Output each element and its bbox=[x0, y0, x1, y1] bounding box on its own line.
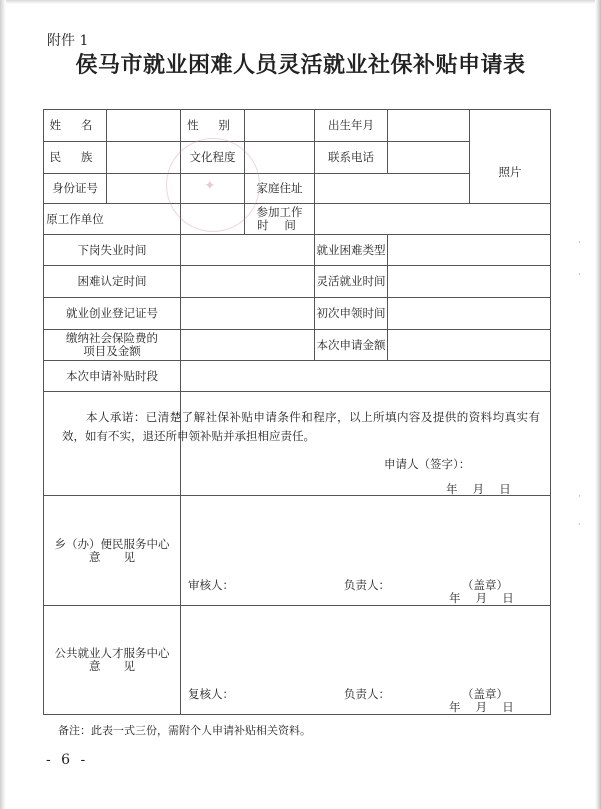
registration-field[interactable] bbox=[181, 298, 314, 329]
town-date: 年 月 日 bbox=[449, 591, 514, 605]
current-amount-label: 本次申请金额 bbox=[316, 337, 386, 352]
subsidy-period-field[interactable] bbox=[181, 361, 550, 391]
birth-label: 出生年月 bbox=[328, 118, 374, 132]
public-responsible-label[interactable]: 负责人： bbox=[344, 687, 390, 701]
flexible-date-field[interactable] bbox=[388, 266, 550, 297]
first-claim-field[interactable] bbox=[388, 298, 550, 329]
insurance-label-line2: 项目及金额 bbox=[83, 344, 141, 358]
address-field[interactable] bbox=[315, 174, 469, 203]
layoff-field[interactable] bbox=[181, 235, 314, 265]
public-date: 年 月 日 bbox=[449, 700, 514, 714]
insurance-label bbox=[44, 330, 180, 360]
work-start-field[interactable] bbox=[315, 204, 550, 234]
margin-mark: · bbox=[578, 492, 581, 502]
former-unit-label: 原工作单位 bbox=[46, 211, 104, 226]
birth-field[interactable] bbox=[388, 110, 469, 141]
town-seal-label: （盖章） bbox=[462, 578, 508, 592]
photo-box[interactable]: 照片 bbox=[498, 164, 522, 179]
difficulty-date-label: 困难认定时间 bbox=[77, 274, 147, 288]
name-field[interactable] bbox=[107, 110, 180, 141]
town-center-label bbox=[44, 496, 180, 605]
attachment-label: 附件 1 bbox=[47, 33, 89, 49]
town-center-label-line1: 乡（办）便民服务中心 bbox=[54, 536, 170, 551]
public-seal-label: （盖章） bbox=[462, 687, 508, 701]
margin-mark: · bbox=[578, 270, 581, 280]
reviewer-label[interactable]: 审核人： bbox=[188, 578, 234, 592]
form-title: 侯马市就业困难人员灵活就业社保补贴申请表 bbox=[75, 52, 526, 78]
name-label: 姓 名 bbox=[49, 118, 101, 132]
education-label: 文化程度 bbox=[189, 150, 236, 164]
scan-right-edge bbox=[595, 0, 601, 809]
subsidy-period-label: 本次申请补贴时段 bbox=[66, 368, 158, 383]
current-amount-field[interactable] bbox=[388, 330, 550, 360]
work-start-label bbox=[245, 204, 314, 234]
town-responsible-label[interactable]: 负责人： bbox=[344, 578, 390, 592]
flexible-date-label: 灵活就业时间 bbox=[316, 274, 386, 288]
layoff-label: 下岗失业时间 bbox=[77, 242, 147, 257]
scan-top-edge bbox=[0, 0, 601, 4]
applicant-date: 年 月 日 bbox=[446, 482, 511, 496]
ethnicity-label: 民 族 bbox=[49, 150, 101, 164]
difficulty-type-label: 就业困难类型 bbox=[316, 242, 386, 257]
rechecker-label[interactable]: 复核人： bbox=[188, 687, 234, 701]
work-start-label-line1: 参加工作 bbox=[256, 205, 303, 219]
pledge-text: 本人承诺：已清楚了解社保补贴申请条件和程序，以上所填内容及提供的资料均真实有效，如有不实，退还所申领补贴并承担相应责任。 bbox=[62, 410, 540, 443]
public-center-label-line1: 公共就业人才服务中心 bbox=[54, 646, 170, 660]
address-label: 家庭住址 bbox=[256, 181, 303, 195]
application-form bbox=[43, 109, 551, 715]
phone-field[interactable] bbox=[388, 142, 469, 173]
row-line bbox=[44, 391, 550, 392]
gender-field[interactable] bbox=[245, 110, 314, 141]
page-number: - 6 - bbox=[46, 752, 89, 768]
margin-mark: · bbox=[578, 520, 581, 530]
margin-mark: · bbox=[578, 238, 581, 248]
phone-label: 联系电话 bbox=[328, 150, 374, 164]
town-center-label-line2: 意 见 bbox=[89, 549, 135, 564]
insurance-label-line1: 缴纳社会保险费的 bbox=[66, 331, 158, 345]
seal-star-icon: ✦ bbox=[204, 178, 216, 194]
col-line bbox=[180, 495, 181, 714]
registration-label: 就业创业登记证号 bbox=[66, 306, 158, 320]
difficulty-type-field[interactable] bbox=[388, 235, 550, 265]
public-center-label bbox=[44, 606, 180, 714]
insurance-field[interactable] bbox=[181, 330, 314, 360]
difficulty-date-field[interactable] bbox=[181, 266, 314, 297]
scan-left-edge bbox=[0, 0, 6, 809]
gender-label: 性 别 bbox=[187, 118, 238, 132]
footer-note: 备注：此表一式三份，需附个人申请补贴相关资料。 bbox=[58, 724, 311, 737]
applicant-signature-label[interactable]: 申请人（签字）： bbox=[384, 457, 471, 471]
work-start-label-line2: 时 间 bbox=[257, 218, 302, 232]
id-label: 身份证号 bbox=[52, 181, 98, 195]
public-center-label-line2: 意 见 bbox=[89, 659, 135, 673]
first-claim-label: 初次申领时间 bbox=[316, 306, 386, 320]
